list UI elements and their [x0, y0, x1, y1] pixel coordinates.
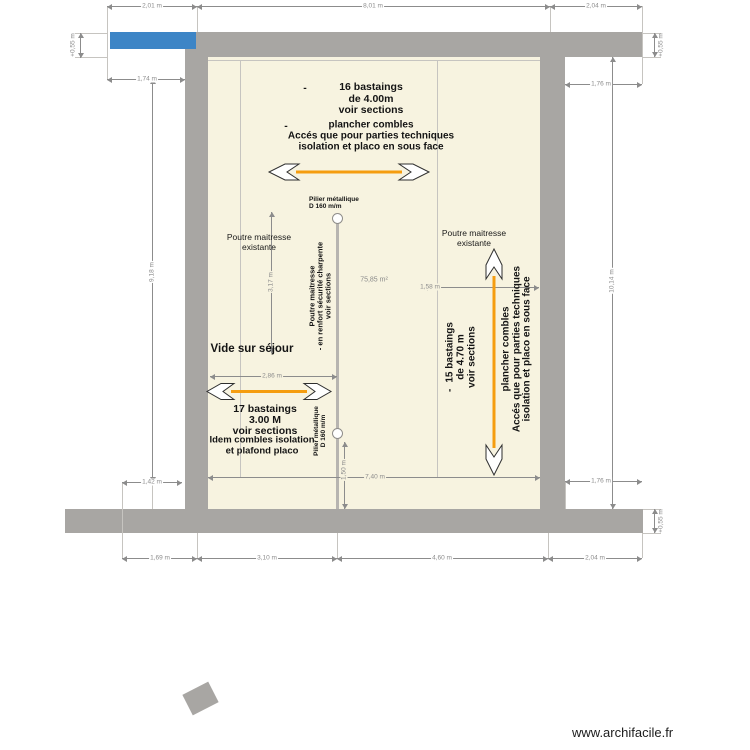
arrow-head-right-icon [399, 164, 429, 180]
note-line: 16 bastaings [339, 80, 403, 93]
note-line: existante [241, 242, 277, 252]
pillar-circle-bottom[interactable] [332, 428, 343, 439]
dim-label: 1,50 m [340, 460, 348, 480]
note-idem-combles[interactable] [209, 436, 314, 457]
dim-label: 1,42 m [142, 478, 162, 486]
double-arrow-horizontal-top[interactable] [266, 162, 432, 182]
note-line: voir sections [466, 326, 478, 388]
note-line: et plafond placo [225, 445, 299, 456]
bullet-dash: - [444, 388, 456, 392]
dimension-line [654, 33, 655, 57]
room-area-label: 75,85 m² [360, 276, 388, 284]
note-line: -15 bastaings [444, 322, 456, 392]
note-line: Poutre maitresse [307, 265, 317, 327]
note-line: Accés que pour parties techniques [510, 265, 522, 433]
note-pillar-label[interactable] [309, 196, 359, 210]
note-line: Pilier métallique [313, 406, 320, 456]
extension-line [152, 482, 153, 509]
dim-label: 2,04 m [585, 554, 605, 562]
dim-label: 3,10 m [257, 554, 277, 562]
pillar-axis-line[interactable] [336, 219, 339, 509]
note-line: D 160 m/m [320, 414, 327, 448]
extension-line [642, 533, 643, 558]
dimension-line [80, 33, 81, 58]
note-plancher-combles[interactable] [288, 120, 454, 153]
note-line: D 160 m/m [309, 203, 342, 210]
note-line: 3.00 M [248, 413, 282, 426]
note-line: 17 bastaings [233, 402, 297, 415]
dim-label: 1,58 m [420, 283, 440, 291]
note-line: plancher combles [328, 119, 414, 131]
note-beam-reinforce[interactable] [308, 242, 331, 350]
extension-line [208, 60, 540, 61]
note-line: Poutre maitresse [226, 232, 292, 242]
wall-fragment[interactable] [182, 682, 218, 716]
note-line: voir sections [338, 103, 404, 116]
dimension-line [654, 509, 655, 533]
extension-line [122, 482, 123, 558]
double-arrow-vertical[interactable] [484, 246, 504, 478]
note-line: de 4.00m [348, 92, 394, 105]
dim-label: +0,55 m [657, 509, 665, 533]
note-line: - en renfort sécurité charpente [315, 241, 325, 351]
wall-bottom[interactable] [65, 509, 643, 533]
extension-line [550, 6, 551, 32]
note-line: plancher combles [500, 306, 512, 392]
note-beam-right[interactable] [442, 228, 506, 248]
arrow-head-right-icon [304, 384, 331, 400]
extension-line [107, 6, 108, 79]
window-marker[interactable] [110, 32, 196, 49]
bullet-dash[interactable]: - [303, 82, 307, 94]
note-line: voir sections [322, 272, 332, 320]
arrow-head-up-icon [486, 249, 502, 279]
note-beam-left[interactable] [227, 232, 291, 252]
extension-line [565, 481, 566, 509]
dim-label: 4,60 m [432, 554, 452, 562]
extension-line [548, 533, 549, 558]
note-line: isolation et placo en sous face [298, 141, 444, 153]
dim-label: 2,01 m [142, 2, 162, 10]
dim-label: 7,40 m [365, 473, 385, 481]
room-void-label[interactable]: Vide sur séjour [210, 343, 294, 355]
dim-label: 1,76 m [591, 477, 611, 485]
website-watermark: www.archifacile.fr [572, 725, 674, 740]
note-line: existante [456, 238, 492, 248]
note-pillar-label-rotated[interactable] [313, 406, 327, 456]
dim-label: 1,74 m [137, 75, 157, 83]
note-bastaings-15[interactable] [445, 322, 478, 392]
extension-line [197, 533, 198, 558]
dim-label: 2,86 m [262, 372, 282, 380]
extension-line [197, 6, 198, 32]
arrow-head-left-icon [207, 384, 234, 400]
dim-label: 3,17 m [267, 272, 275, 292]
wall-top[interactable] [185, 32, 643, 57]
note-line: de 4.70 m [455, 334, 467, 380]
note-plancher-combles-rotated[interactable] [501, 266, 533, 432]
dim-label: 8,01 m [363, 2, 383, 10]
note-line: voir sections [232, 424, 298, 437]
note-bastaings-16[interactable] [339, 82, 404, 117]
bullet-dash[interactable]: - [284, 120, 288, 132]
dim-label: 10,14 m [608, 269, 616, 293]
arrow-head-down-icon [486, 445, 502, 475]
double-arrow-horizontal-bottom[interactable] [204, 382, 334, 401]
wall-left[interactable] [185, 49, 208, 509]
dim-label: +0,55 m [657, 33, 665, 57]
wall-right[interactable] [540, 57, 565, 509]
note-line: isolation et placo en sous face [521, 276, 533, 422]
note-line: Pilier métallique [309, 196, 359, 203]
note-line: Accés que pour parties techniques [287, 130, 455, 142]
note-line: Idem combles isolation [209, 434, 315, 446]
arrow-head-left-icon [269, 164, 299, 180]
extension-line [642, 6, 643, 84]
dim-label: +0,55 m [69, 33, 77, 57]
dim-label: 1,76 m [591, 80, 611, 88]
note-line: Poutre maitresse [441, 228, 507, 238]
dim-label: 1,69 m [150, 554, 170, 562]
extension-line [337, 533, 338, 558]
dim-label: 9,18 m [148, 262, 156, 282]
dim-label: 2,04 m [586, 2, 606, 10]
pillar-circle-top[interactable] [332, 213, 343, 224]
note-bastaings-17[interactable] [233, 404, 298, 436]
